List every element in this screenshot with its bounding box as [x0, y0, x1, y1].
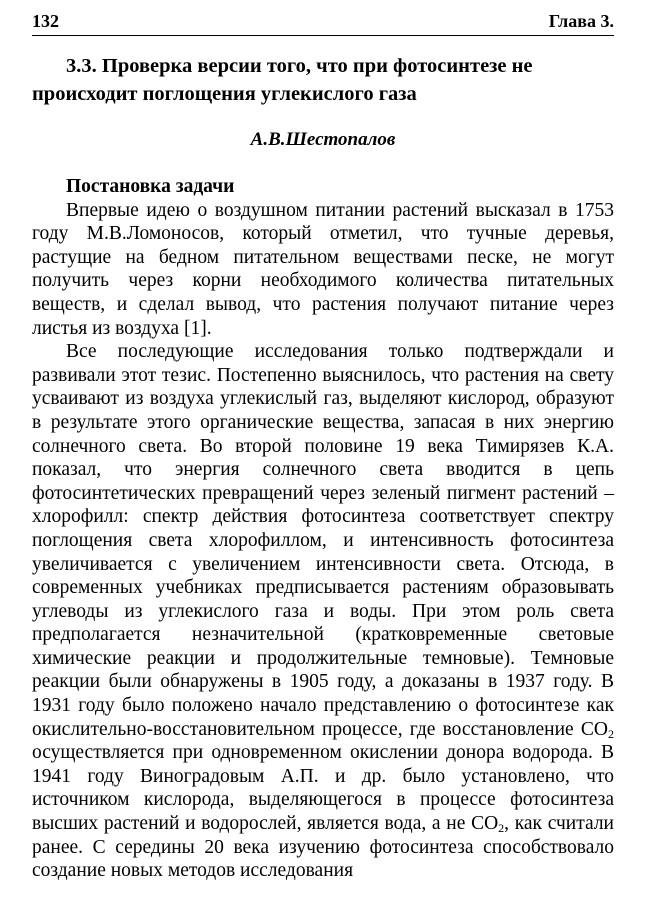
- co2-formula: $CO_2$: [580, 718, 614, 741]
- paragraph-2-text: , как считали ранее. С середины 20 века изучению фотосинтеза способствовало создание новых методов исследования: [32, 813, 614, 882]
- page-number: 132: [32, 11, 59, 31]
- header-rule: [32, 35, 614, 36]
- chapter-label: Глава 3.: [548, 11, 614, 31]
- paragraph-2-text: Все последующие исследования только подтверждали и развивали этот тезис. Постепенно выяснилось, что растения на свету усваивают из воздуха углекислый газ, выделяют кислород, образуют в результате этого органические вещества, запасая в них энергию солнечного света. Во второй половине 19 века Тимирязев К.А. показал, что энергия солнечного света вводится в цепь фотосинтетических превращений через зеленый пигмент растений – хлорофилл: спектр действия фотосинтеза соответствует спектру поглощения света хлорофиллом, и интенсивность фотосинтеза увеличивается с увеличением интенсивности света. Отсюда, в современных учебниках предписывается растениям образовывать углеводы из углекислого газа и воды. При этом роль света предполагается незначительной (кратковременные световые химические реакции и продолжительные темновые). Темновые реакции были обнаружены в 1905 году, а доказаны в 1937 году. В 1931 году было положено начало представлению о фотосинтезе как окислительно-восстановительном процессе, где восстановление: [32, 341, 614, 740]
- section-title: 3.3. Проверка версии того, что при фотосинтезе не происходит поглощения углекислого газа: [32, 55, 533, 105]
- body-text: [32, 175, 614, 883]
- co2-formula: $CO_2$: [471, 813, 505, 836]
- paragraph-1: Впервые идею о воздушном питании растений высказал в 1753 году М.В.Ломоносов, который отметил, что тучные деревья, растущие на бедном питательном веществами песке, не могут получить через корни необходимого количества питательных веществ, и сделал вывод, что растения получают питание через листья из воздуха [1].: [32, 199, 614, 339]
- paragraph-2-text: осуществляется при одновременном окислении донора водорода. В 1941 году Виноградовым А.П. и др. было установлено, что источником кислорода, выделяющегося в процессе фотосинтеза высших растений и водорослей, является вода, а не: [32, 742, 614, 835]
- paragraph-2: [32, 340, 614, 883]
- author-name: А.В.Шестопалов: [250, 129, 396, 150]
- subsection-heading: Постановка задачи: [66, 176, 235, 197]
